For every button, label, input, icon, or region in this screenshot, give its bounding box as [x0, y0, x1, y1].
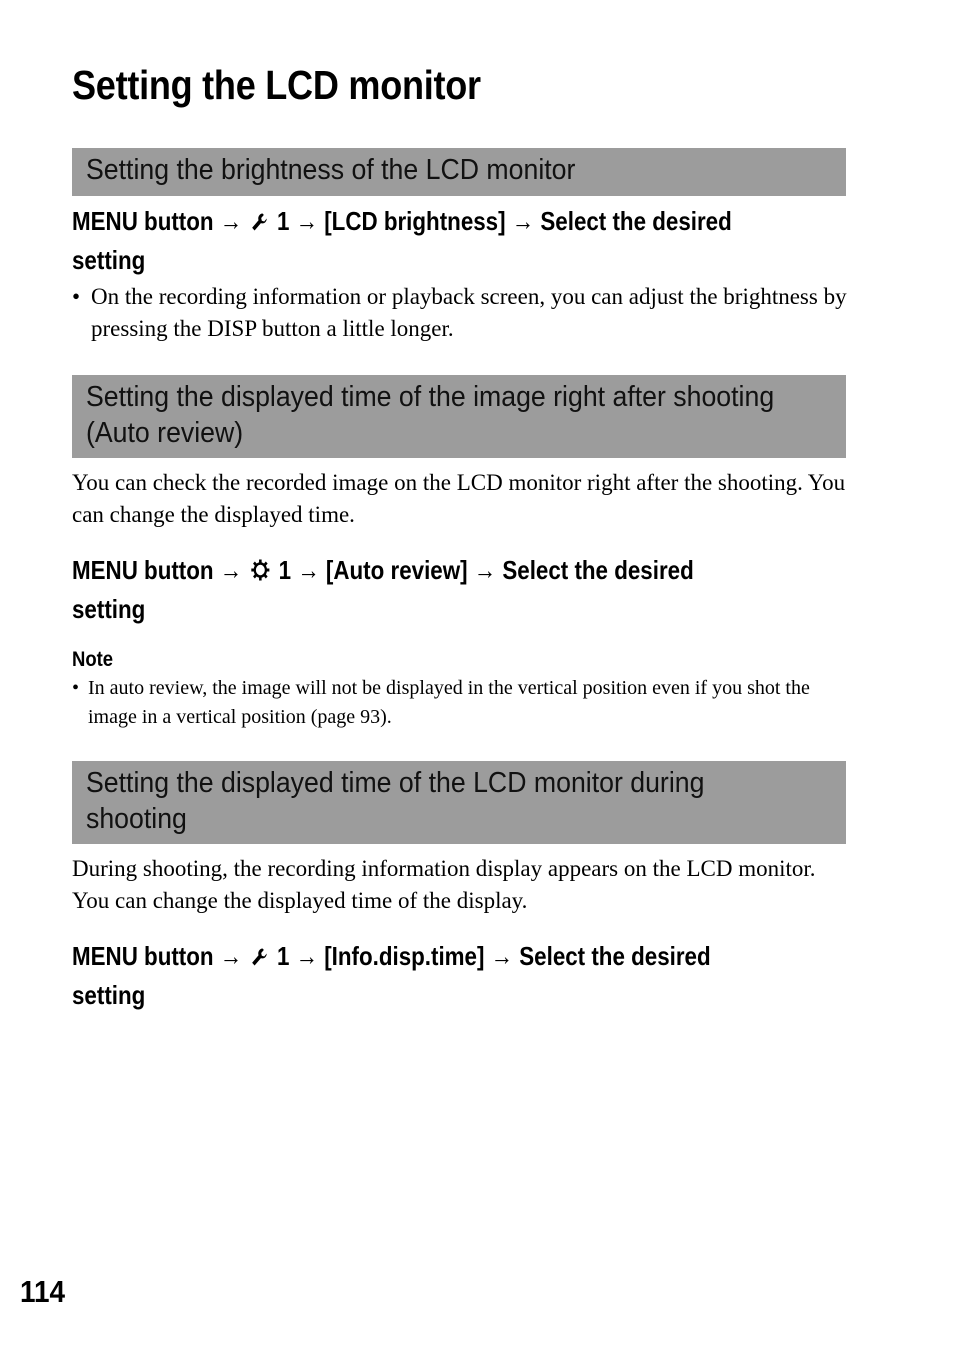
page-title: Setting the LCD monitor	[72, 62, 481, 108]
menu-path-auto-review	[72, 552, 872, 627]
menu-item-label: [Info.disp.time]	[324, 941, 485, 971]
arrow-icon: →	[219, 941, 243, 971]
menu-path-line	[72, 938, 760, 977]
section-heading-text: (Auto review)	[86, 417, 244, 449]
menu-path-info-display	[72, 938, 872, 1013]
bullet-list-brightness	[72, 281, 852, 345]
section-heading-text: Setting the displayed time of the LCD monitor during	[86, 767, 705, 799]
menu-item-label: [Auto review]	[325, 555, 468, 585]
section-heading-text: Setting the displayed time of the image right after shooting	[86, 381, 775, 413]
menu-item-label: [LCD brightness]	[324, 206, 506, 236]
list-item	[72, 674, 852, 732]
menu-action-label: Select the desired	[540, 206, 732, 236]
section-heading-info-display	[72, 761, 846, 844]
menu-number: 1	[278, 555, 292, 585]
menu-button-label: MENU button	[72, 555, 214, 585]
bullet-icon: •	[72, 677, 80, 699]
menu-path-continuation: setting	[72, 980, 146, 1010]
bullet-icon: •	[72, 284, 81, 309]
gear-icon	[250, 555, 271, 591]
menu-button-label: MENU button	[72, 941, 214, 971]
arrow-icon: →	[473, 555, 497, 585]
menu-button-label: MENU button	[72, 206, 214, 236]
arrow-icon: →	[295, 941, 318, 971]
menu-path-brightness	[72, 203, 872, 278]
arrow-icon: →	[297, 555, 320, 585]
arrow-icon: →	[490, 941, 514, 971]
list-item	[72, 281, 852, 345]
note-list	[72, 674, 852, 732]
section-heading-text: shooting	[86, 803, 187, 835]
note-label: Note	[72, 648, 114, 671]
page-number: 114	[20, 1274, 66, 1309]
arrow-icon: →	[295, 206, 318, 236]
arrow-icon: →	[219, 206, 243, 236]
body-text-auto-review: You can check the recorded image on the LCD monitor right after the shooting. You can change the displayed time.	[72, 470, 846, 527]
menu-number: 1	[276, 941, 290, 971]
section-heading-brightness	[72, 148, 846, 196]
menu-path-line	[72, 552, 760, 591]
section-heading-auto-review	[72, 375, 846, 458]
wrench-icon	[250, 941, 269, 977]
menu-path-line	[72, 203, 760, 242]
note-text: In auto review, the image will not be displayed in the vertical position even if you shot the image in a vertical position (page 93).	[88, 677, 810, 728]
menu-number: 1	[276, 206, 290, 236]
body-text-info-display: During shooting, the recording information display appears on the LCD monitor. You can change the displayed time of the display.	[72, 856, 816, 913]
section-heading-text: Setting the brightness of the LCD monitor	[86, 154, 576, 186]
arrow-icon: →	[511, 206, 535, 236]
menu-action-label: Select the desired	[502, 555, 694, 585]
menu-action-label: Select the desired	[519, 941, 711, 971]
bullet-text: On the recording information or playback screen, you can adjust the brightness by pressing the DISP button a little longer.	[91, 284, 847, 341]
arrow-icon: →	[219, 555, 243, 585]
wrench-icon	[250, 206, 269, 242]
menu-path-continuation: setting	[72, 594, 146, 624]
menu-path-continuation: setting	[72, 245, 146, 275]
